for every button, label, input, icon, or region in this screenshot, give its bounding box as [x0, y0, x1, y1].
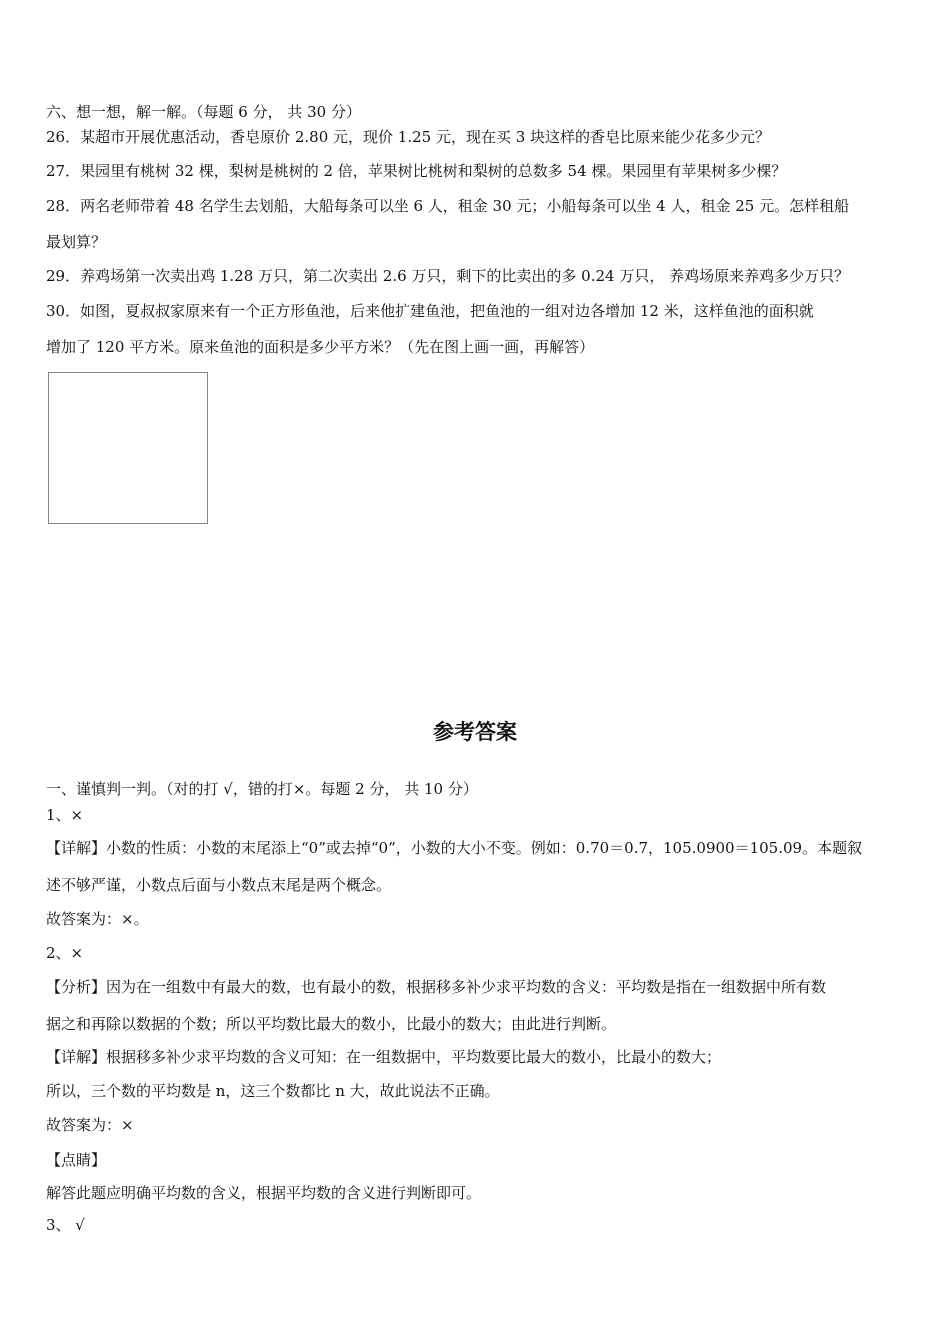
- answer-1-final: 故答案为：×。: [46, 910, 149, 928]
- answer-2: 2、×: [46, 944, 84, 962]
- question-27: 27．果园里有桃树 32 棵，梨树是桃树的 2 倍，苹果树比桃树和梨树的总数多 54 棵。果园里有苹果树多少棵？: [46, 162, 787, 180]
- fish-pond-square-figure: [48, 372, 208, 524]
- answer-1-detail-line1: 【详解】小数的性质：小数的末尾添上“0”或去掉“0”，小数的大小不变。例如：0.70＝0.7，105.0900＝105.09。本题叙: [46, 839, 863, 857]
- answer-1: 1、×: [46, 806, 84, 824]
- answer-3: 3、 √: [46, 1216, 85, 1234]
- answer-2-tip-label: 【点睛】: [46, 1151, 107, 1169]
- question-28-line2: 最划算？: [46, 233, 107, 251]
- question-29: 29．养鸡场第一次卖出鸡 1.28 万只，第二次卖出 2.6 万只，剩下的比卖出的多 0.24 万只， 养鸡场原来养鸡多少万只？: [46, 267, 850, 285]
- answer-2-final: 故答案为：×: [46, 1116, 134, 1134]
- answers-section-heading: 一、谨慎判一判。（对的打 √，错的打×。每题 2 分， 共 10 分）: [46, 780, 478, 798]
- question-28-line1: 28．两名老师带着 48 名学生去划船，大船每条可以坐 6 人，租金 30 元；小船每条可以坐 4 人，租金 25 元。怎样租船: [46, 197, 850, 215]
- answer-2-detail: 【详解】根据移多补少求平均数的含义可知：在一组数据中，平均数要比最大的数小，比最小的数大；: [46, 1048, 722, 1066]
- answer-1-detail-line2: 述不够严谨，小数点后面与小数点末尾是两个概念。: [46, 876, 392, 894]
- question-26: 26．某超市开展优惠活动，香皂原价 2.80 元，现价 1.25 元，现在买 3 块这样的香皂比原来能少花多少元？: [46, 128, 771, 146]
- answer-2-analysis-line1: 【分析】因为在一组数中有最大的数，也有最小的数，根据移多补少求平均数的含义：平均数是指在一组数据中所有数: [46, 978, 827, 996]
- section-heading: 六、想一想，解一解。（每题 6 分， 共 30 分）: [46, 103, 361, 121]
- answer-2-detail-line2: 所以，三个数的平均数是 n，这三个数都比 n 大，故此说法不正确。: [46, 1082, 500, 1100]
- answer-2-tip: 解答此题应明确平均数的含义，根据平均数的含义进行判断即可。: [46, 1184, 482, 1202]
- answers-title: 参考答案: [433, 720, 517, 744]
- question-30-line2: 增加了 120 平方米。原来鱼池的面积是多少平方米？（先在图上画一画，再解答）: [46, 338, 595, 356]
- answer-2-analysis-line2: 据之和再除以数据的个数；所以平均数比最大的数小，比最小的数大；由此进行判断。: [46, 1015, 617, 1033]
- question-30-line1: 30．如图，夏叔叔家原来有一个正方形鱼池，后来他扩建鱼池，把鱼池的一组对边各增加 12 米，这样鱼池的面积就: [46, 302, 814, 320]
